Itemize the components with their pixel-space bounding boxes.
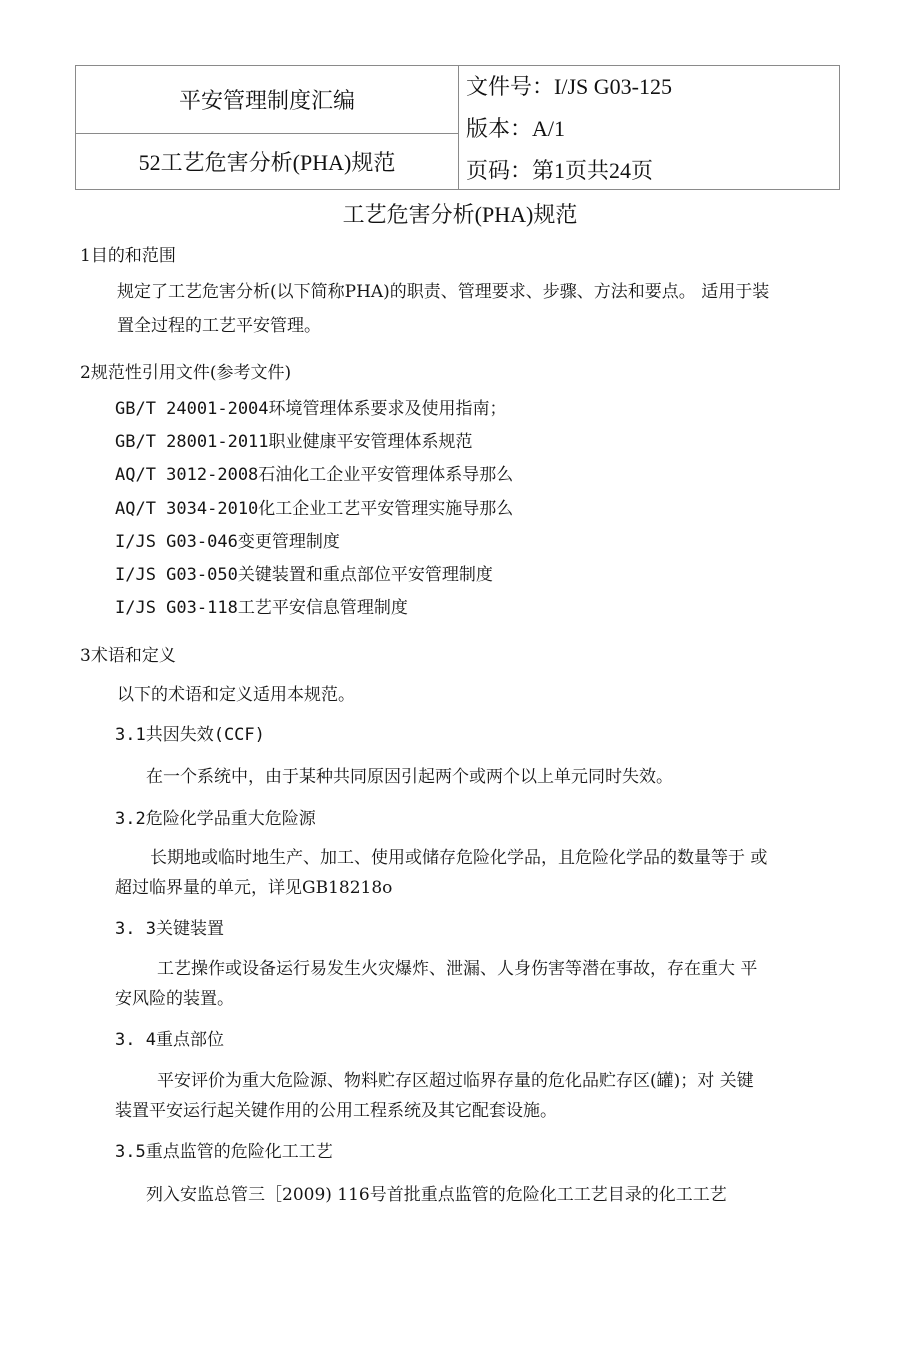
page-number-row <box>466 154 653 185</box>
subsection-heading: 3. 4重点部位 <box>115 1030 224 1050</box>
file-number-row <box>466 70 672 101</box>
page-number-label: 页码： <box>466 158 533 183</box>
paragraph-line: 以下的术语和定义适用本规范。 <box>117 685 355 705</box>
subsection-heading: 3. 3关键装置 <box>115 919 224 939</box>
page-number-value: 第1页共24页 <box>532 158 654 183</box>
definition-line: 平安评价为重大危险源、物料贮存区超过临界存量的危化品贮存区(罐)；对 关键 <box>157 1071 754 1091</box>
definition-line: 超过临界量的单元，详见GB18218o <box>115 878 393 898</box>
document-name: 52工艺危害分析(PHA)规范 <box>138 150 396 175</box>
reference-item: AQ/T 3012-2008石油化工企业平安管理体系导那么 <box>115 465 514 485</box>
subsection-heading: 3.5重点监管的危险化工工艺 <box>115 1142 333 1162</box>
subsection-heading: 3.1共因失效(CCF) <box>115 725 265 745</box>
definition-line: 安风险的装置。 <box>115 989 234 1009</box>
definition-line: 长期地或临时地生产、加工、使用或储存危险化学品，且危险化学品的数量等于 或 <box>150 848 768 868</box>
document-header-table <box>75 65 840 190</box>
definition-line: 列入安监总管三［2009) 116号首批重点监管的危险化工工艺目录的化工工艺 <box>146 1185 727 1205</box>
version-value: A/1 <box>532 116 566 141</box>
reference-item: AQ/T 3034-2010化工企业工艺平安管理实施导那么 <box>115 499 514 519</box>
section-heading: 2规范性引用文件(参考文件) <box>80 363 292 383</box>
paragraph-line: 规定了工艺危害分析(以下简称PHA)的职责、管理要求、步骤、方法和要点。 适用于装 <box>117 282 770 302</box>
section-heading: 1目的和范围 <box>80 246 176 266</box>
paragraph-line: 置全过程的工艺平安管理。 <box>117 316 321 336</box>
reference-item: I/JS G03-118工艺平安信息管理制度 <box>115 598 408 618</box>
version-row <box>466 112 565 143</box>
reference-item: GB/T 24001-2004环境管理体系要求及使用指南； <box>115 399 507 419</box>
file-number-value: I/JS G03-125 <box>554 74 672 99</box>
page-title: 工艺危害分析(PHA)规范 <box>342 202 578 227</box>
reference-item: GB/T 28001-2011职业健康平安管理体系规范 <box>115 432 473 452</box>
section-heading: 3术语和定义 <box>80 646 176 666</box>
header-right-column <box>466 66 836 189</box>
subsection-heading: 3.2危险化学品重大危险源 <box>115 809 316 829</box>
reference-item: I/JS G03-046变更管理制度 <box>115 532 340 552</box>
version-label: 版本： <box>466 116 533 141</box>
definition-line: 装置平安运行起关键作用的公用工程系统及其它配套设施。 <box>115 1101 557 1121</box>
header-left-column <box>76 66 459 189</box>
collection-title: 平安管理制度汇编 <box>76 66 458 134</box>
file-number-label: 文件号： <box>466 74 555 99</box>
reference-item: I/JS G03-050关键装置和重点部位平安管理制度 <box>115 565 493 585</box>
definition-line: 在一个系统中，由于某种共同原因引起两个或两个以上单元同时失效。 <box>146 767 673 787</box>
definition-line: 工艺操作或设备运行易发生火灾爆炸、泄漏、人身伤害等潜在事故，存在重大 平 <box>157 959 758 979</box>
